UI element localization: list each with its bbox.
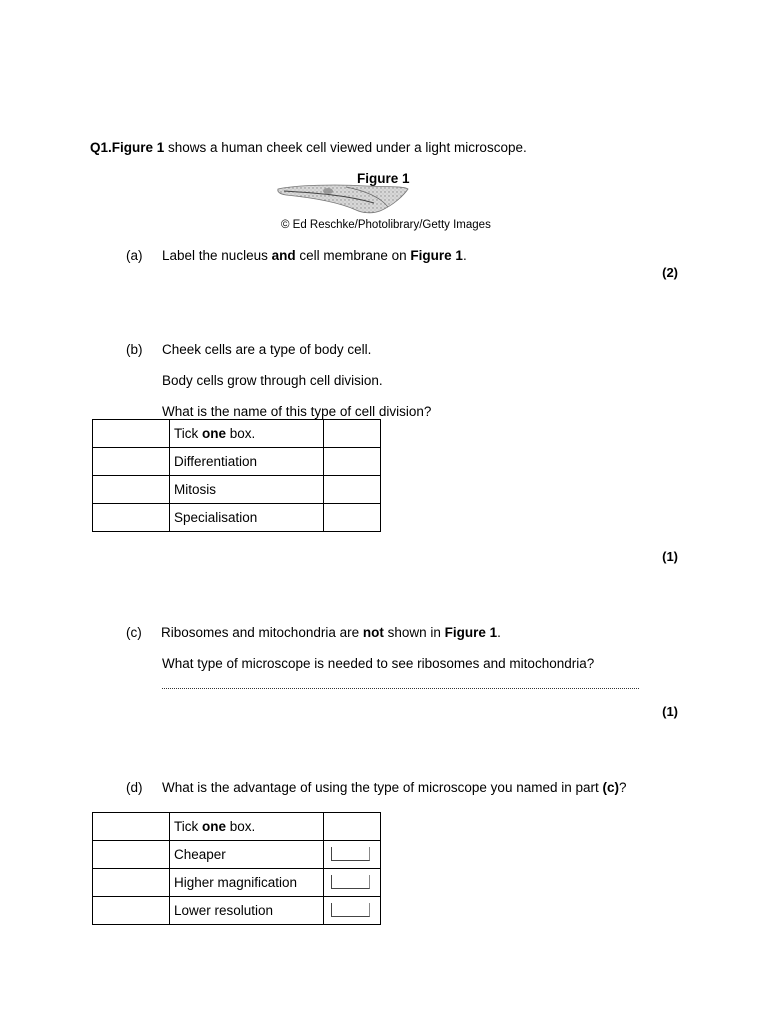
table-header-row: [93, 813, 381, 841]
answer-line[interactable]: [162, 688, 639, 689]
part-a-marks: (2): [662, 265, 678, 280]
part-c-text-3: .: [497, 625, 501, 640]
header-text: Tick: [174, 819, 202, 834]
part-b-tick-table: [92, 419, 381, 532]
question-number: Q1.: [90, 140, 112, 155]
tick-box-higher-magnification[interactable]: [331, 875, 370, 889]
figure-reference: Figure 1: [111, 140, 165, 155]
option-label: Mitosis: [170, 476, 324, 504]
part-a-text-3: .: [462, 248, 467, 263]
table-blank-cell: [93, 504, 170, 532]
figure-credit: © Ed Reschke/Photolibrary/Getty Images: [281, 219, 491, 231]
table-row: [93, 476, 381, 504]
option-label: Cheaper: [170, 841, 324, 869]
table-header-cell: [170, 813, 324, 841]
tick-box-cheaper[interactable]: [331, 847, 370, 861]
option-label: Specialisation: [170, 504, 324, 532]
header-bold: one: [202, 819, 227, 834]
table-blank-cell: [93, 841, 170, 869]
table-blank-cell: [324, 420, 381, 448]
table-blank-cell: [93, 448, 170, 476]
option-label: Higher magnification: [170, 869, 324, 897]
part-a-bold-1: and: [271, 248, 296, 263]
part-c-text-1: Ribosomes and mitochondria are: [161, 625, 363, 640]
part-b-marks: (1): [662, 549, 678, 564]
table-blank-cell: [93, 420, 170, 448]
option-label: Lower resolution: [170, 897, 324, 925]
tick-cell-higher-magnification: [324, 869, 381, 897]
part-d-bold-1: (c): [602, 780, 620, 795]
table-row: [93, 841, 381, 869]
part-c-text-2: shown in: [383, 625, 445, 640]
part-a-text-2: cell membrane on: [295, 248, 411, 263]
part-b-line-2: Body cells grow through cell division.: [162, 373, 383, 388]
part-d-text-1: What is the advantage of using the type of microscope you named in part: [162, 780, 603, 795]
table-blank-cell: [93, 476, 170, 504]
tick-box-mitosis[interactable]: [324, 476, 381, 504]
figure-caption: Figure 1: [357, 171, 410, 186]
table-header-row: [93, 420, 381, 448]
tick-cell-cheaper: [324, 841, 381, 869]
part-b-line-1: Cheek cells are a type of body cell.: [162, 342, 372, 357]
part-a-bold-2: Figure 1: [410, 248, 463, 263]
table-row: [93, 869, 381, 897]
table-header-cell: [170, 420, 324, 448]
table-row: [93, 897, 381, 925]
table-blank-cell: [93, 869, 170, 897]
part-c-label: (c): [126, 625, 142, 640]
part-d-tick-table: [92, 812, 381, 925]
part-d-text-2: ?: [619, 780, 627, 795]
header-text-end: box.: [226, 819, 256, 834]
header-bold: one: [202, 426, 227, 441]
part-a-text-1: Label the nucleus: [162, 248, 272, 263]
part-c-marks: (1): [662, 704, 678, 719]
tick-box-specialisation[interactable]: [324, 504, 381, 532]
part-a-label: (a): [126, 248, 143, 263]
part-c-question: What type of microscope is needed to see ribosomes and mitochondria?: [162, 656, 595, 671]
tick-cell-lower-resolution: [324, 897, 381, 925]
table-blank-cell: [93, 813, 170, 841]
table-row: [93, 448, 381, 476]
option-label: Differentiation: [170, 448, 324, 476]
part-c-bold-1: not: [362, 625, 384, 640]
part-b-label: (b): [126, 342, 143, 357]
table-blank-cell: [93, 897, 170, 925]
part-d-question: [162, 780, 627, 795]
question-intro: [90, 140, 527, 155]
table-blank-cell: [324, 813, 381, 841]
part-c-bold-2: Figure 1: [444, 625, 498, 640]
header-text-end: box.: [226, 426, 256, 441]
part-a-question: [162, 248, 467, 263]
cheek-cell-image: [276, 183, 410, 215]
tick-box-lower-resolution[interactable]: [331, 903, 370, 917]
question-intro-text: shows a human cheek cell viewed under a light microscope.: [164, 140, 527, 155]
part-d-label: (d): [126, 780, 143, 795]
table-row: [93, 504, 381, 532]
part-b-line-3: What is the name of this type of cell division?: [162, 404, 432, 419]
header-text: Tick: [174, 426, 202, 441]
part-c-statement: [161, 625, 501, 640]
tick-box-differentiation[interactable]: [324, 448, 381, 476]
